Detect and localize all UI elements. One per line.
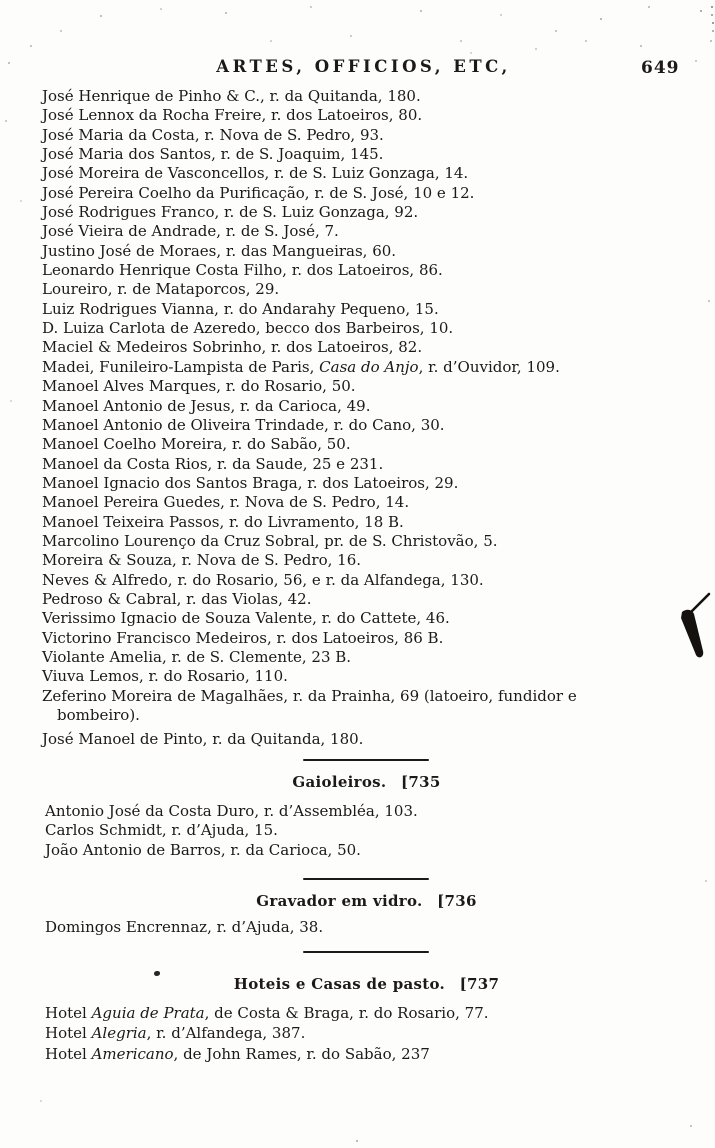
entry-text: José Vieira de Andrade, r. de S. José, 7. (42, 222, 339, 241)
directory-entry (45, 1003, 665, 1023)
directory-entry (42, 126, 666, 145)
directory-list-gaioleiros (45, 802, 665, 860)
section-title: Hoteis e Casas de pasto. (233, 975, 446, 993)
directory-entry (42, 280, 666, 299)
directory-entry (45, 841, 665, 860)
entry-text: Hotel (45, 1044, 92, 1063)
entry-name-italic: Americano (91, 1044, 174, 1063)
directory-entry (42, 338, 666, 357)
entry-text: Manoel Ignacio dos Santos Braga, r. dos Latoeiros, 29. (42, 473, 459, 492)
entry-text: bombeiro). (57, 706, 140, 724)
directory-entry (42, 184, 666, 203)
directory-list-hoteis (45, 1003, 665, 1064)
section-divider (303, 951, 429, 953)
directory-entry (42, 106, 666, 125)
entry-text: Neves & Alfredo, r. do Rosario, 56, e r. da Alfandega, 130. (42, 570, 484, 589)
entry-text: Violante Amelia, r. de S. Clemente, 23 B. (42, 647, 352, 666)
entry-text: Justino José de Moraes, r. das Mangueiras, 60. (42, 241, 397, 260)
entry-text: Verissimo Ignacio de Souza Valente, r. do Cattete, 46. (42, 609, 450, 628)
directory-entry (42, 397, 666, 416)
directory-entry (42, 687, 666, 726)
entry-text: João Antonio de Barros, r. da Carioca, 50. (45, 840, 361, 859)
section-title: Gaioleiros. (292, 773, 387, 791)
entry-text: José Rodrigues Franco, r. de S. Luiz Gonzaga, 92. (42, 203, 419, 222)
entry-text: Madei, Funileiro-Lampista de Paris, (42, 357, 320, 376)
section-ref-number: [735 (400, 773, 441, 791)
directory-entry (42, 571, 666, 590)
section-heading-gaioleiros (0, 773, 715, 791)
entry-text: Viuva Lemos, r. do Rosario, 110. (42, 667, 288, 686)
page-number: 649 (641, 58, 680, 78)
directory-entry (42, 358, 666, 377)
entry-name-italic: Alegria (91, 1024, 147, 1043)
entry-text: Leonardo Henrique Costa Filho, r. dos Latoeiros, 86. (42, 261, 443, 280)
entry-text: José Manoel de Pinto, r. da Quitanda, 180. (42, 730, 364, 749)
entry-text: José Henrique de Pinho & C., r. da Quitanda, 180. (42, 87, 421, 105)
directory-entry (42, 416, 666, 435)
directory-entry (42, 730, 666, 749)
entry-text: Manoel Pereira Guedes, r. Nova de S. Pedro, 14. (42, 493, 410, 512)
directory-entry (42, 242, 666, 261)
entry-text: José Maria da Costa, r. Nova de S. Pedro, 93. (42, 125, 384, 144)
directory-entry (42, 377, 666, 396)
directory-entry (42, 319, 666, 338)
running-header (0, 57, 715, 81)
entry-text: D. Luiza Carlota de Azeredo, becco dos Barbeiros, 10. (42, 319, 454, 338)
directory-entry (42, 493, 666, 512)
directory-entry (42, 261, 666, 280)
ink-mark (667, 591, 713, 667)
directory-entry (42, 532, 666, 551)
directory-entry (42, 590, 666, 609)
section-title: Gravador em vidro. (256, 892, 423, 910)
directory-entry (42, 164, 666, 183)
directory-entry (42, 629, 666, 648)
entry-text: Manoel Antonio de Jesus, r. da Carioca, 49. (42, 396, 371, 415)
section-heading-hoteis (0, 975, 715, 993)
entry-text: José Lennox da Rocha Freire, r. dos Latoeiros, 80. (42, 106, 423, 125)
scan-noise (0, 0, 2, 2)
entry-text: Loureiro, r. de Mataporcos, 29. (42, 280, 280, 299)
entry-text: Hotel (45, 1024, 92, 1043)
entry-text: Manoel Coelho Moreira, r. do Sabão, 50. (42, 435, 351, 454)
entry-text: , r. d’Ouvidor, 109. (418, 357, 560, 376)
directory-entry (42, 513, 666, 532)
entry-text: Pedroso & Cabral, r. das Violas, 42. (42, 589, 312, 608)
directory-entry (42, 648, 666, 667)
directory-list-gravador (45, 918, 665, 937)
section-divider (303, 759, 429, 761)
directory-entry (42, 87, 666, 106)
entry-text: Luiz Rodrigues Vianna, r. do Andarahy Pequeno, 15. (42, 299, 439, 318)
directory-entry (42, 203, 666, 222)
entry-name-italic: Aguia de Prata (91, 1004, 205, 1022)
directory-entry (42, 609, 666, 628)
directory-entry (42, 145, 666, 164)
directory-entry (42, 551, 666, 570)
entry-text: , r. d’Alfandega, 387. (146, 1024, 306, 1043)
entry-text: Carlos Schmidt, r. d’Ajuda, 15. (45, 821, 278, 840)
entry-text: Hotel (45, 1004, 92, 1022)
entry-text: Manoel Teixeira Passos, r. do Livramento, 18 B. (42, 512, 404, 531)
entry-text: Manoel Antonio de Oliveira Trindade, r. do Cano, 30. (42, 415, 445, 434)
directory-entry (42, 455, 666, 474)
entry-text: Maciel & Medeiros Sobrinho, r. dos Latoeiros, 82. (42, 338, 423, 357)
directory-entry (42, 300, 666, 319)
section-ref-number: [737 (459, 975, 500, 993)
entry-text: José Maria dos Santos, r. de S. Joaquim, 145. (42, 145, 384, 164)
entry-text: Domingos Encrennaz, r. d’Ajuda, 38. (45, 918, 324, 936)
entry-text: José Moreira de Vasconcellos, r. de S. Luiz Gonzaga, 14. (42, 164, 469, 183)
directory-entry (45, 821, 665, 840)
entry-text: , de John Rames, r. do Sabão, 237 (173, 1044, 430, 1063)
entry-text: , de Costa & Braga, r. do Rosario, 77. (204, 1004, 489, 1022)
entry-text: José Pereira Coelho da Purificação, r. de S. José, 10 e 12. (42, 183, 475, 202)
entry-text: Antonio José da Costa Duro, r. d’Assembléa, 103. (45, 802, 418, 820)
page-title: ARTES, OFFICIOS, ETC, (216, 57, 511, 76)
directory-entry (45, 802, 665, 821)
directory-entry (42, 435, 666, 454)
entry-text: Manoel Alves Marques, r. do Rosario, 50. (42, 377, 356, 396)
directory-entry (42, 474, 666, 493)
section-heading-gravador-em-vidro (0, 892, 715, 910)
entry-text: Manoel da Costa Rios, r. da Saude, 25 e 231. (42, 454, 384, 473)
entry-text: Marcolino Lourenço da Cruz Sobral, pr. de S. Christovão, 5. (42, 531, 498, 550)
entry-text: Victorino Francisco Medeiros, r. dos Latoeiros, 86 B. (42, 628, 444, 647)
directory-entry (45, 1044, 665, 1064)
directory-list-continued (42, 87, 666, 750)
entry-text: Moreira & Souza, r. Nova de S. Pedro, 16. (42, 551, 361, 570)
directory-entry (42, 222, 666, 241)
section-divider (303, 878, 429, 880)
directory-entry (45, 1023, 665, 1043)
entry-name-italic: Casa do Anjo (319, 357, 419, 376)
directory-entry (42, 667, 666, 686)
directory-entry (45, 918, 665, 937)
section-ref-number: [736 (437, 892, 477, 910)
entry-text: Zeferino Moreira de Magalhães, r. da Prainha, 69 (latoeiro, fundidor e (42, 686, 577, 705)
